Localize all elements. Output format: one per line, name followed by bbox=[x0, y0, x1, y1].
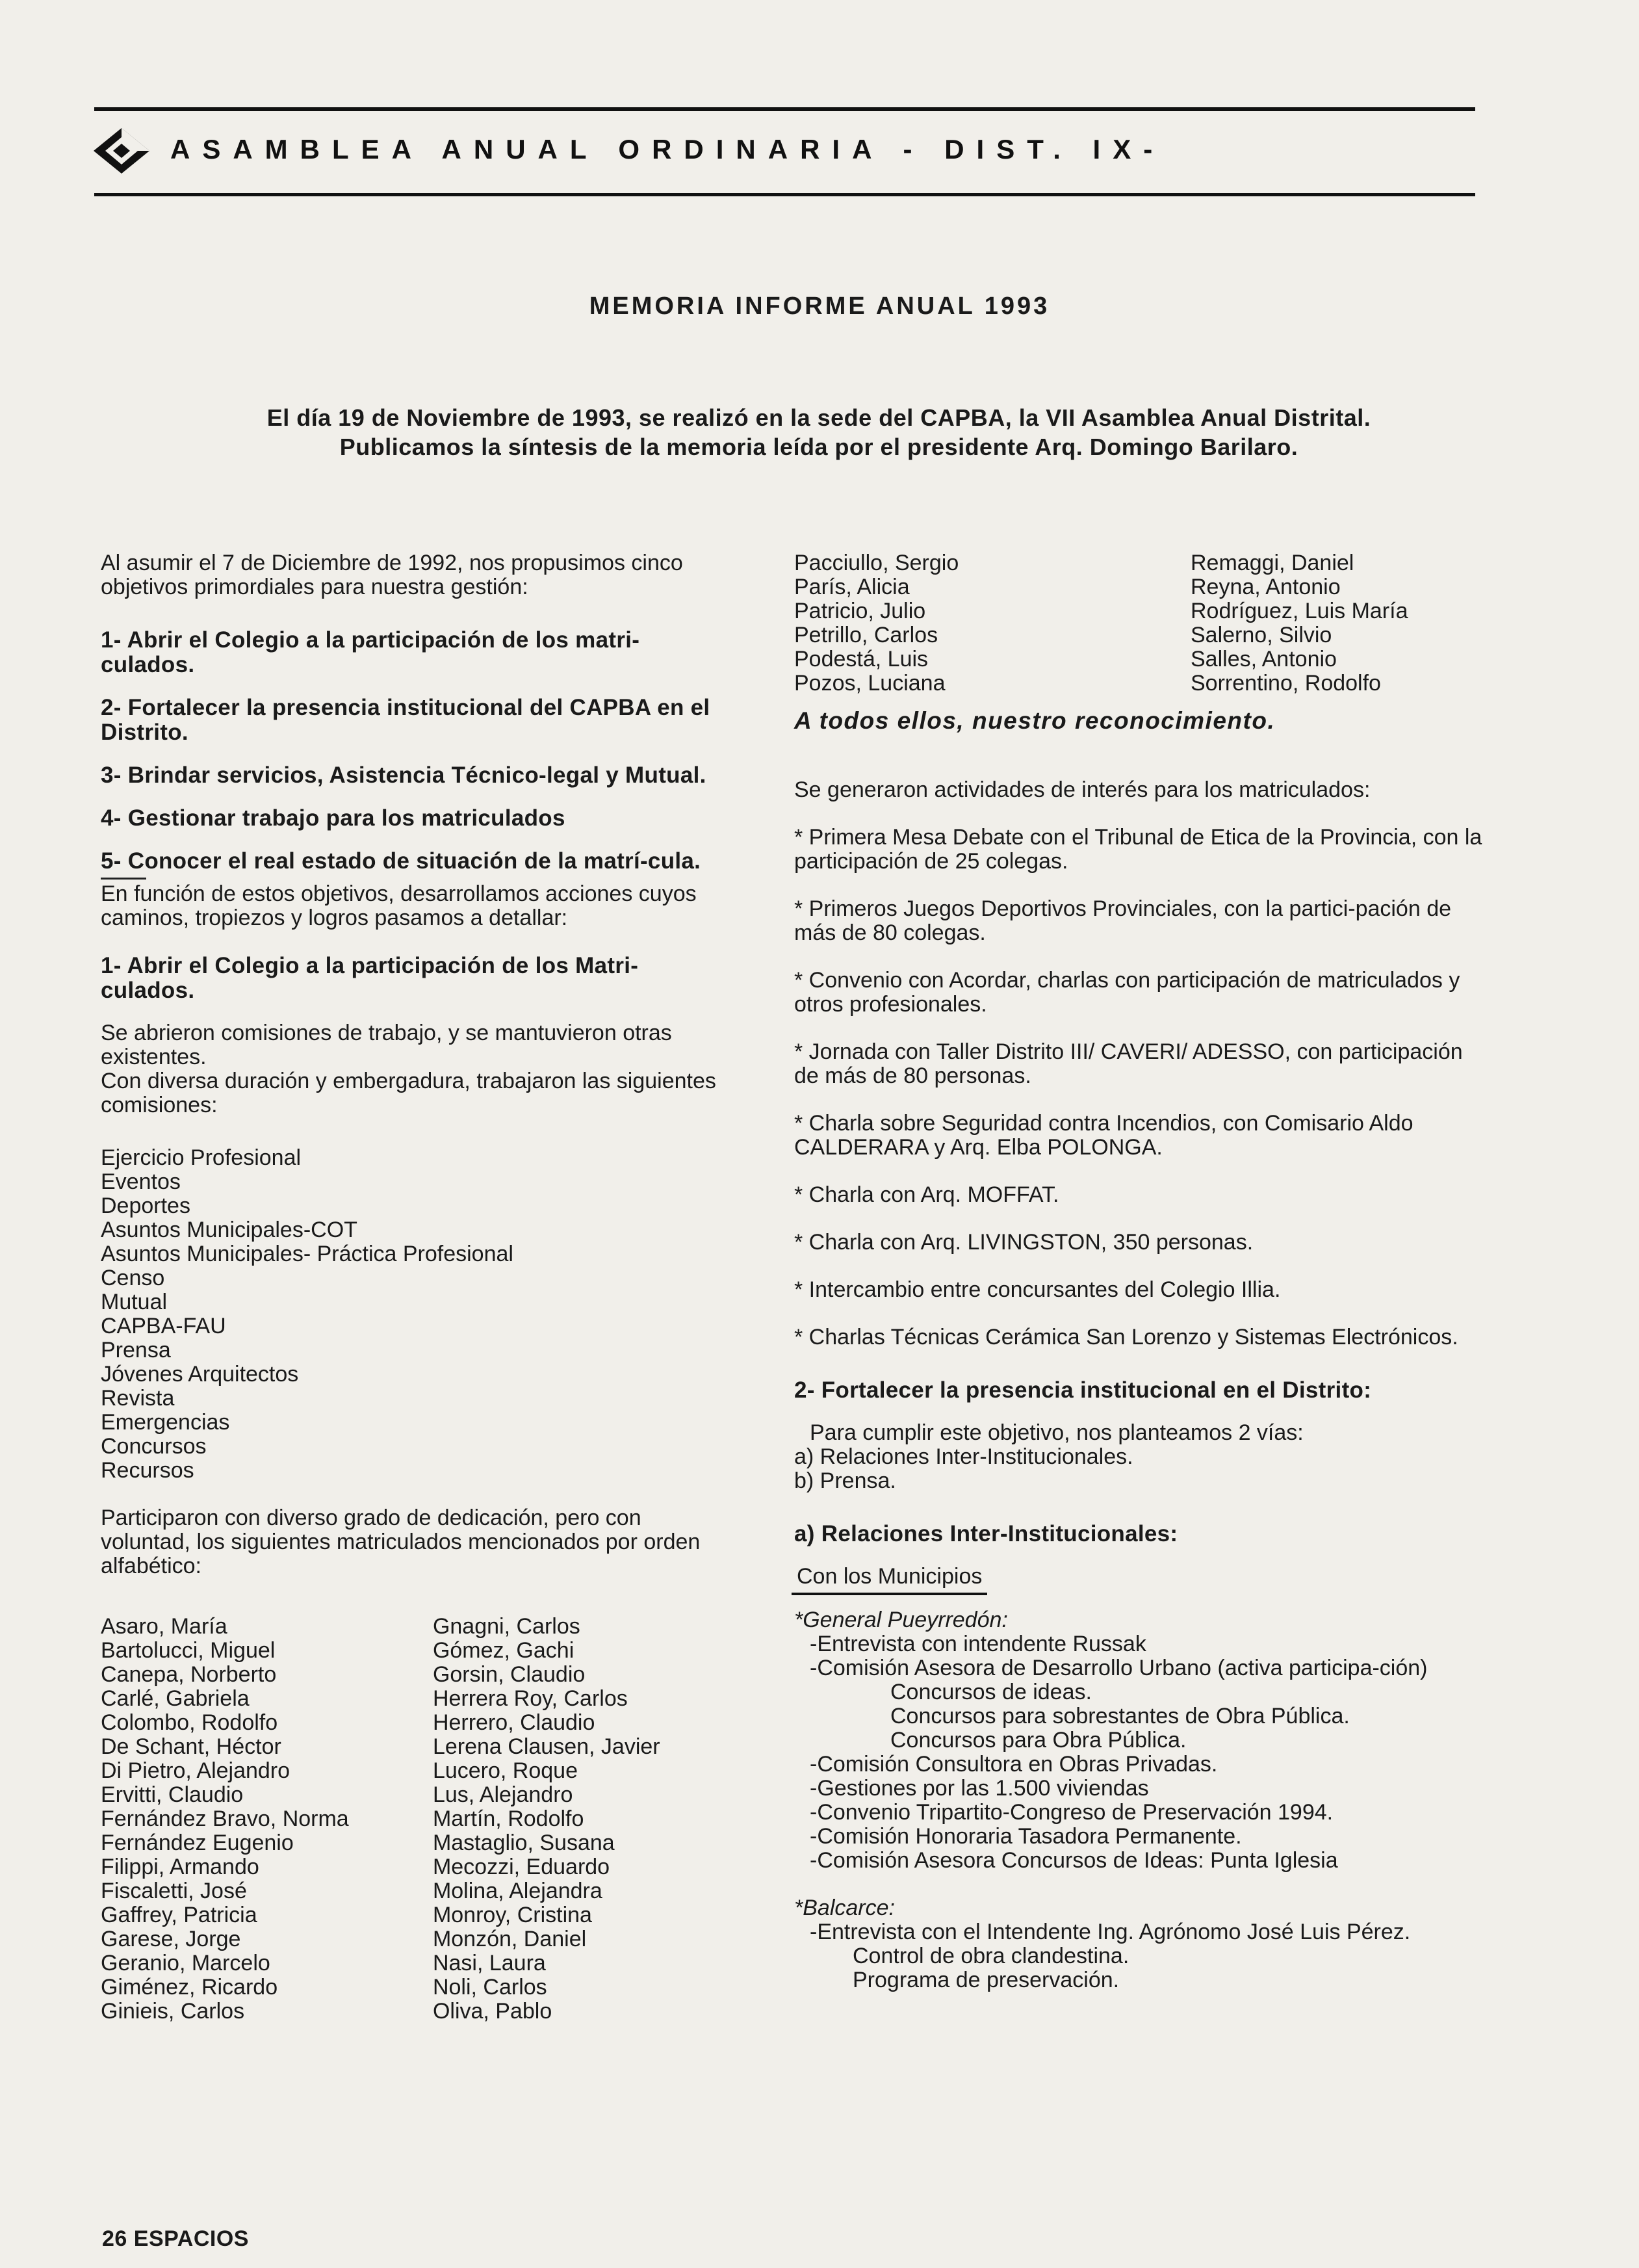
participant-name: De Schant, Héctor bbox=[101, 1734, 281, 1759]
commission-item: CAPBA-FAU bbox=[101, 1314, 226, 1338]
participant-name: Lucero, Roque bbox=[432, 1758, 578, 1783]
gp-item: -Comisión Consultora en Obras Privadas. bbox=[810, 1752, 1218, 1777]
participant-name: Fernández Bravo, Norma bbox=[101, 1806, 349, 1831]
activity-item: * Charla con Arq. MOFFAT. bbox=[794, 1182, 1059, 1207]
section2-way: b) Prensa. bbox=[794, 1468, 896, 1493]
gp-item: -Entrevista con intendente Russak bbox=[810, 1632, 1146, 1656]
commission-item: Ejercicio Profesional bbox=[101, 1145, 302, 1170]
participant-name: Sorrentino, Rodolfo bbox=[1191, 671, 1381, 696]
activity-item: * Charla con Arq. LIVINGSTON, 350 personas. bbox=[794, 1230, 1254, 1255]
names-column bbox=[794, 551, 1191, 696]
commission-item: Mutual bbox=[101, 1290, 168, 1314]
gp-label: *General Pueyrredón: bbox=[794, 1608, 1008, 1632]
commission-item: Asuntos Municipales- Práctica Profesional bbox=[101, 1242, 513, 1266]
section2-heading: 2- Fortalecer la presencia institucional en el Distrito: bbox=[794, 1377, 1372, 1403]
activities-intro: Se generaron actividades de interés para los matriculados: bbox=[794, 777, 1371, 802]
municipios-label: Con los Municipios bbox=[792, 1565, 987, 1595]
right-column bbox=[794, 551, 1483, 1992]
participant-name: Lerena Clausen, Javier bbox=[432, 1734, 660, 1759]
header-bottom-rule bbox=[94, 193, 1475, 196]
intro-line: Publicamos la síntesis de la memoria leída por el presidente Arq. Domingo Barilaro. bbox=[339, 434, 1298, 460]
section1-paragraph: Se abrieron comisiones de trabajo, y se mantuvieron otras existentes. bbox=[101, 1021, 672, 1069]
participant-name: Patricio, Julio bbox=[794, 599, 926, 623]
activity-item: * Intercambio entre concursantes del Colegio Illia. bbox=[794, 1277, 1281, 1302]
participant-name: Gnagni, Carlos bbox=[432, 1614, 580, 1639]
commission-item: Revista bbox=[101, 1386, 175, 1411]
participant-name: Monroy, Cristina bbox=[432, 1903, 592, 1927]
commission-item: Recursos bbox=[101, 1458, 194, 1483]
participant-name: Molina, Alejandra bbox=[432, 1879, 602, 1903]
commission-item: Jóvenes Arquitectos bbox=[101, 1362, 299, 1387]
objective-5: 5- Conocer el real estado de situación de la matrí-cula. bbox=[101, 848, 701, 874]
participant-name: Colombo, Rodolfo bbox=[101, 1710, 278, 1735]
participant-name: Gómez, Gachi bbox=[432, 1638, 574, 1663]
participant-name: Filippi, Armando bbox=[101, 1855, 259, 1879]
names-column bbox=[1191, 551, 1483, 696]
commission-item: Concursos bbox=[101, 1434, 207, 1459]
participants-names-continued bbox=[794, 551, 1483, 696]
left-column bbox=[101, 551, 731, 2024]
objective-3: 3- Brindar servicios, Asistencia Técnico-legal y Mutual. bbox=[101, 763, 706, 788]
participant-name: Pacciullo, Sergio bbox=[794, 551, 959, 575]
activity-item: * Charla sobre Seguridad contra Incendios, con Comisario Aldo CALDERARA y Arq. Elba POLONGA. bbox=[794, 1111, 1413, 1160]
activity-item: * Primera Mesa Debate con el Tribunal de Etica de la Provincia, con la participación de 25 colegas. bbox=[794, 825, 1482, 874]
participant-name: Mecozzi, Eduardo bbox=[432, 1855, 610, 1879]
objective-4: 4- Gestionar trabajo para los matriculados bbox=[101, 805, 565, 831]
intro-line: El día 19 de Noviembre de 1993, se realizó en la sede del CAPBA, la VII Asamblea Anual Distrital. bbox=[266, 404, 1371, 431]
participant-name: Canepa, Norberto bbox=[101, 1662, 277, 1687]
commission-item: Censo bbox=[101, 1266, 165, 1290]
transition-paragraph: En función de estos objetivos, desarrollamos acciones cuyos caminos, tropiezos y logros pasamos a detallar: bbox=[101, 881, 697, 930]
participant-name: Gaffrey, Patricia bbox=[101, 1903, 257, 1927]
gp-item: -Comisión Asesora Concursos de Ideas: Punta Iglesia bbox=[810, 1848, 1338, 1873]
participant-name: Martín, Rodolfo bbox=[432, 1806, 584, 1831]
participant-name: París, Alicia bbox=[794, 575, 910, 599]
participant-name: Fernández Eugenio bbox=[101, 1831, 294, 1855]
participant-name: Reyna, Antonio bbox=[1191, 575, 1341, 599]
participant-name: Bartolucci, Miguel bbox=[101, 1638, 276, 1663]
gp-item: -Comisión Asesora de Desarrollo Urbano (activa participa-ción) bbox=[810, 1656, 1428, 1680]
participant-name: Garese, Jorge bbox=[101, 1927, 241, 1951]
names-column bbox=[101, 1615, 433, 2024]
gp-item: -Comisión Honoraria Tasadora Permanente. bbox=[810, 1824, 1242, 1849]
gp-item: -Convenio Tripartito-Congreso de Preservación 1994. bbox=[810, 1800, 1334, 1825]
header-title: ASAMBLEA ANUAL ORDINARIA - DIST. IX- bbox=[170, 134, 1165, 164]
commission-item: Deportes bbox=[101, 1193, 190, 1218]
commission-item: Prensa bbox=[101, 1338, 171, 1362]
capba-logo-icon bbox=[92, 127, 151, 175]
page-footer: 26 ESPACIOS bbox=[102, 2226, 249, 2251]
participant-name: Remaggi, Daniel bbox=[1191, 551, 1354, 575]
participant-name: Pozos, Luciana bbox=[794, 671, 946, 696]
names-column bbox=[433, 1615, 731, 2024]
participant-name: Rodríguez, Luis María bbox=[1191, 599, 1408, 623]
participant-name: Gorsin, Claudio bbox=[432, 1662, 586, 1687]
recognition-line: A todos ellos, nuestro reconocimiento. bbox=[794, 707, 1276, 734]
separator-dash bbox=[101, 878, 146, 880]
subsection-heading: a) Relaciones Inter-Institucionales: bbox=[794, 1521, 1178, 1546]
section2-way: a) Relaciones Inter-Institucionales. bbox=[794, 1444, 1133, 1469]
activity-item: * Primeros Juegos Deportivos Provinciales, con la partici-pación de más de 80 colegas. bbox=[794, 896, 1452, 945]
participant-name: Monzón, Daniel bbox=[432, 1927, 587, 1951]
commission-item: Eventos bbox=[101, 1169, 181, 1194]
commissions-list bbox=[101, 1146, 731, 1483]
gp-item: -Gestiones por las 1.500 viviendas bbox=[810, 1776, 1149, 1801]
participant-name: Asaro, María bbox=[101, 1614, 227, 1639]
section1-paragraph: Con diversa duración y embergadura, trabajaron las siguientes comisiones: bbox=[101, 1069, 716, 1117]
commission-item: Asuntos Municipales-COT bbox=[101, 1218, 357, 1242]
opening-paragraph: Al asumir el 7 de Diciembre de 1992, nos propusimos cinco objetivos primordiales para nuestra gestión: bbox=[101, 551, 683, 599]
balcarce-sub-item: Control de obra clandestina. bbox=[853, 1944, 1129, 1968]
participant-name: Oliva, Pablo bbox=[432, 1999, 552, 2024]
municipios-label-wrap bbox=[794, 1565, 1483, 1595]
objective-1: 1- Abrir el Colegio a la participación de los matri-culados. bbox=[101, 627, 640, 677]
article-intro bbox=[136, 403, 1501, 462]
objective-2: 2- Fortalecer la presencia institucional del CAPBA en el Distrito. bbox=[101, 695, 710, 745]
activity-item: * Convenio con Acordar, charlas con participación de matriculados y otros profesionales. bbox=[794, 968, 1460, 1017]
participants-names bbox=[101, 1615, 731, 2024]
commission-item: Emergencias bbox=[101, 1410, 230, 1435]
participant-name: Noli, Carlos bbox=[432, 1975, 547, 2000]
balcarce-sub-item: Programa de preservación. bbox=[853, 1968, 1120, 1992]
balcarce-label: *Balcarce: bbox=[794, 1896, 895, 1920]
participant-name: Ervitti, Claudio bbox=[101, 1782, 244, 1807]
activity-item: * Charlas Técnicas Cerámica San Lorenzo y Sistemas Electrónicos. bbox=[794, 1325, 1458, 1349]
participant-name: Lus, Alejandro bbox=[432, 1782, 573, 1807]
participant-name: Herrera Roy, Carlos bbox=[432, 1686, 628, 1711]
participant-name: Nasi, Laura bbox=[432, 1951, 546, 1975]
participant-name: Mastaglio, Susana bbox=[432, 1831, 615, 1855]
gp-sub-item: Concursos de ideas. bbox=[890, 1680, 1092, 1704]
participant-name: Geranio, Marcelo bbox=[101, 1951, 270, 1975]
section2-intro: Para cumplir este objetivo, nos planteamos 2 vías: bbox=[810, 1420, 1304, 1445]
article-title: MEMORIA INFORME ANUAL 1993 bbox=[589, 293, 1050, 320]
participant-name: Di Pietro, Alejandro bbox=[101, 1758, 290, 1783]
gp-sub-item: Concursos para sobrestantes de Obra Pública. bbox=[890, 1704, 1350, 1728]
participant-name: Giménez, Ricardo bbox=[101, 1975, 278, 2000]
participant-name: Herrero, Claudio bbox=[432, 1710, 595, 1735]
participant-name: Ginieis, Carlos bbox=[101, 1999, 245, 2024]
participant-name: Salerno, Silvio bbox=[1191, 623, 1332, 647]
participant-name: Salles, Antonio bbox=[1191, 647, 1337, 671]
participant-name: Fiscaletti, José bbox=[101, 1879, 247, 1903]
gp-sub-item: Concursos para Obra Pública. bbox=[890, 1728, 1187, 1753]
activity-item: * Jornada con Taller Distrito III/ CAVERI/ ADESSO, con participación de más de 80 personas. bbox=[794, 1039, 1463, 1088]
participant-name: Podestá, Luis bbox=[794, 647, 929, 671]
participants-intro: Participaron con diverso grado de dedicación, pero con voluntad, los siguientes matriculados mencionados por orden alfabético: bbox=[101, 1505, 701, 1578]
header-top-rule bbox=[94, 107, 1475, 111]
balcarce-item: -Entrevista con el Intendente Ing. Agrónomo José Luis Pérez. bbox=[810, 1920, 1411, 1944]
participant-name: Petrillo, Carlos bbox=[794, 623, 938, 647]
participant-name: Carlé, Gabriela bbox=[101, 1686, 250, 1711]
section1-heading: 1- Abrir el Colegio a la participación de los Matri-culados. bbox=[101, 953, 639, 1003]
